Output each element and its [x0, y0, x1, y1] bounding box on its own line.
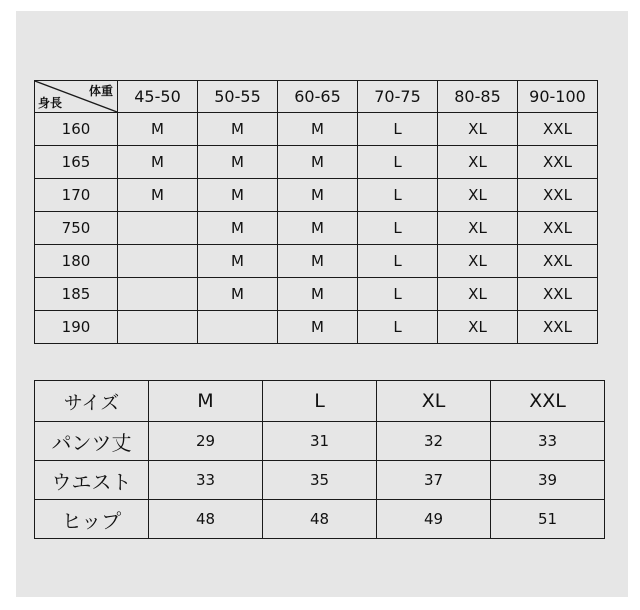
size-cell — [118, 245, 198, 278]
measurement-label: パンツ丈 — [35, 422, 149, 461]
size-cell: M — [198, 245, 278, 278]
weight-range-header: 45-50 — [118, 81, 198, 113]
measurement-value: 32 — [377, 422, 491, 461]
size-cell: XL — [438, 278, 518, 311]
size-column-header: XL — [377, 381, 491, 422]
size-cell: M — [278, 146, 358, 179]
corner-cell — [35, 81, 118, 113]
size-cell: M — [198, 179, 278, 212]
measurement-label: ウエスト — [35, 461, 149, 500]
height-cell: 160 — [35, 113, 118, 146]
weight-range-header: 80-85 — [438, 81, 518, 113]
size-cell: XXL — [518, 245, 598, 278]
size-cell: XL — [438, 146, 518, 179]
height-cell: 165 — [35, 146, 118, 179]
size-cell: XL — [438, 212, 518, 245]
table-row — [35, 245, 598, 278]
size-cell: M — [118, 146, 198, 179]
measurement-value: 48 — [149, 500, 263, 539]
measurement-value: 29 — [149, 422, 263, 461]
size-cell: L — [358, 146, 438, 179]
size-cell: M — [118, 113, 198, 146]
measurement-value: 33 — [149, 461, 263, 500]
size-cell: L — [358, 311, 438, 344]
size-cell: XXL — [518, 179, 598, 212]
size-cell: L — [358, 212, 438, 245]
table-row — [35, 311, 598, 344]
corner-weight-label: 体重 — [88, 84, 113, 98]
height-cell: 185 — [35, 278, 118, 311]
size-cell: XL — [438, 179, 518, 212]
measurement-value: 37 — [377, 461, 491, 500]
size-cell: M — [198, 113, 278, 146]
size-cell: M — [118, 179, 198, 212]
size-cell: M — [278, 278, 358, 311]
size-cell: XL — [438, 113, 518, 146]
size-cell — [118, 278, 198, 311]
weight-range-header: 90-100 — [518, 81, 598, 113]
size-cell: XXL — [518, 212, 598, 245]
table-row — [35, 461, 605, 500]
size-cell: M — [278, 113, 358, 146]
size-cell: M — [278, 212, 358, 245]
measurement-value: 33 — [491, 422, 605, 461]
measurement-value: 48 — [263, 500, 377, 539]
measurement-body — [35, 422, 605, 539]
size-cell: M — [198, 146, 278, 179]
measurement-value: 49 — [377, 500, 491, 539]
corner-height-label: 身長 — [38, 96, 63, 110]
size-cell: M — [198, 212, 278, 245]
measurement-label: ヒップ — [35, 500, 149, 539]
measurement-value: 35 — [263, 461, 377, 500]
table-row — [35, 422, 605, 461]
height-cell: 750 — [35, 212, 118, 245]
weight-range-header: 60-65 — [278, 81, 358, 113]
measurement-value: 31 — [263, 422, 377, 461]
size-cell: M — [278, 245, 358, 278]
size-cell: M — [278, 179, 358, 212]
size-cell: L — [358, 179, 438, 212]
size-column-header: L — [263, 381, 377, 422]
size-cell: M — [278, 311, 358, 344]
size-chart-table — [34, 80, 598, 344]
height-cell: 170 — [35, 179, 118, 212]
table-row — [35, 146, 598, 179]
weight-range-header: 50-55 — [198, 81, 278, 113]
size-cell: L — [358, 245, 438, 278]
size-cell: XXL — [518, 113, 598, 146]
size-cell: L — [358, 113, 438, 146]
height-cell: 180 — [35, 245, 118, 278]
size-cell: XXL — [518, 146, 598, 179]
table-row — [35, 113, 598, 146]
size-cell: XL — [438, 245, 518, 278]
size-cell: XL — [438, 311, 518, 344]
size-header-label: サイズ — [35, 381, 149, 422]
table-row — [35, 278, 598, 311]
size-chart-body — [35, 113, 598, 344]
size-cell: L — [358, 278, 438, 311]
table-row — [35, 212, 598, 245]
table-header-row — [35, 381, 605, 422]
measurement-table — [34, 380, 605, 539]
measurement-value: 51 — [491, 500, 605, 539]
measurement-value: 39 — [491, 461, 605, 500]
size-column-header: XXL — [491, 381, 605, 422]
size-cell — [118, 311, 198, 344]
size-cell: XXL — [518, 311, 598, 344]
table-row — [35, 179, 598, 212]
size-cell: XXL — [518, 278, 598, 311]
size-cell: M — [198, 278, 278, 311]
size-column-header: M — [149, 381, 263, 422]
size-cell — [198, 311, 278, 344]
table-header-row — [35, 81, 598, 113]
height-cell: 190 — [35, 311, 118, 344]
weight-range-header: 70-75 — [358, 81, 438, 113]
table-row — [35, 500, 605, 539]
size-cell — [118, 212, 198, 245]
